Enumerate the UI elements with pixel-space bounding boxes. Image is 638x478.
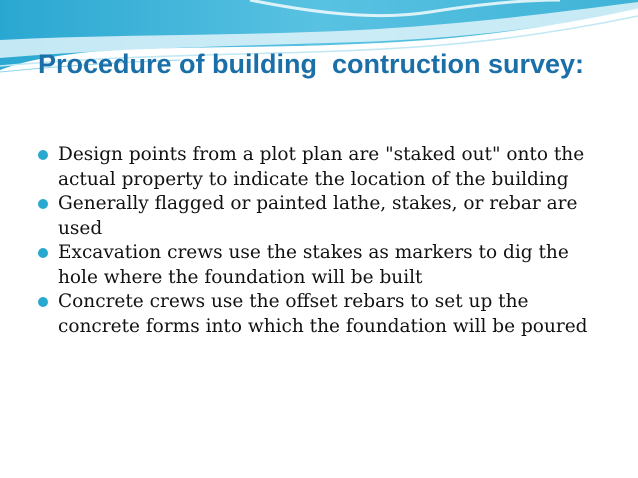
bullet-dot-icon bbox=[38, 248, 48, 258]
bullet-item bbox=[36, 241, 606, 290]
bullet-text: Design points from a plot plan are "staked out" onto the actual property to indicate the location of the building bbox=[58, 144, 585, 190]
slide-title: Procedure of building contruction survey: bbox=[38, 49, 585, 79]
bullet-item bbox=[36, 192, 606, 241]
bullet-item bbox=[36, 290, 606, 339]
bullet-dot-icon bbox=[38, 199, 48, 209]
bullet-dot-icon bbox=[38, 150, 48, 160]
bullet-text: Excavation crews use the stakes as markers to dig the hole where the foundation will be built bbox=[58, 242, 569, 288]
bullet-text: Generally flagged or painted lathe, stakes, or rebar are used bbox=[58, 193, 578, 239]
bullet-text: Concrete crews use the offset rebars to set up the concrete forms into which the foundation will be poured bbox=[58, 291, 588, 337]
bullet-item bbox=[36, 143, 606, 192]
bullet-dot-icon bbox=[38, 297, 48, 307]
bullet-list bbox=[36, 143, 606, 339]
